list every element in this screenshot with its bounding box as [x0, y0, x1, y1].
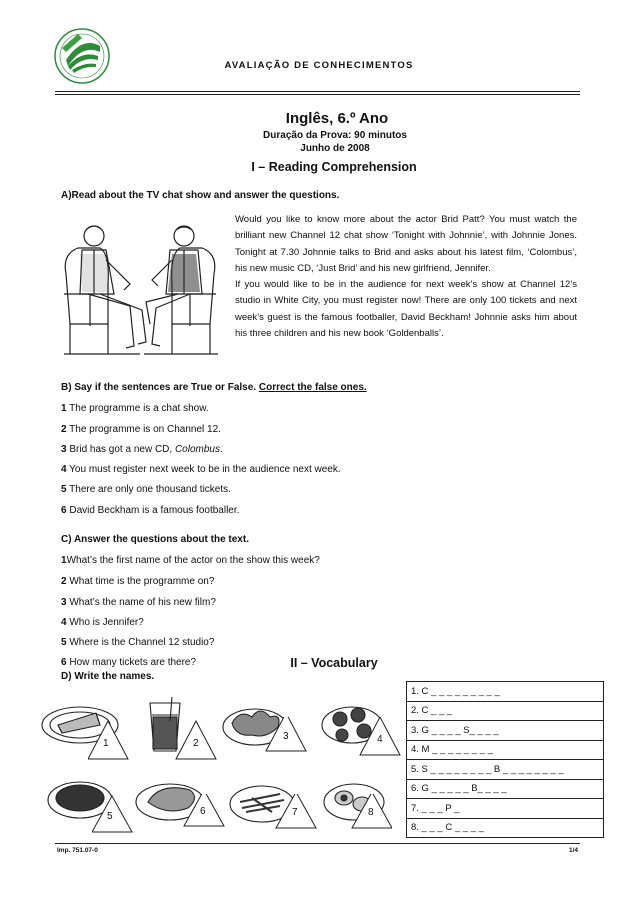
statement-2	[61, 424, 221, 435]
question-number: 1	[61, 555, 67, 566]
header-rule	[55, 91, 580, 92]
question-number: 3	[61, 597, 67, 608]
statement-6	[61, 505, 239, 516]
statement-number: 3	[61, 444, 67, 455]
answer-cell-4[interactable]: 4. M _ _ _ _ _ _ _ _	[407, 740, 604, 760]
instruction-a: A)Read about the TV chat show and answer the questions.	[61, 190, 340, 201]
answer-cell-8[interactable]: 8. _ _ _ C _ _ _ _	[407, 818, 604, 838]
instruction-b	[61, 382, 367, 393]
reading-paragraph-1: Would you like to know more about the actor Brid Patt? You must watch the brilliant new Channel 12 chat show ‘Tonight with Johnnie’, with Johnnie Jones. Tonight at 7.30 Johnnie talks to Brid and asks about his latest film, ‘Colombus’, his new music CD, ‘Just Brid’ and his new girlfriend, Jennifer.	[235, 214, 577, 274]
instruction-b-underlined: Correct the false ones.	[258, 382, 367, 393]
statement-number: 1	[61, 403, 67, 414]
header-rule-thin	[55, 94, 580, 95]
question-1	[61, 555, 320, 566]
section-reading-title: I – Reading Comprehension	[251, 160, 417, 174]
answer-cell-3[interactable]: 3. G _ _ _ _ S_ _ _ _	[407, 721, 604, 741]
statement-4	[61, 464, 341, 475]
question-text: What’s the first name of the actor on the show this week?	[66, 555, 320, 566]
school-logo	[52, 26, 112, 86]
question-number: 6	[61, 657, 67, 668]
picture-number-3: 3	[283, 731, 289, 742]
statement-text: The programme is a chat show.	[66, 403, 209, 414]
page-number: 1/4	[568, 847, 578, 854]
statement-3	[61, 444, 223, 455]
instruction-d: D) Write the names.	[61, 671, 155, 682]
question-3	[61, 597, 216, 608]
statement-italic: Colombus	[174, 444, 220, 455]
exam-duration: Duração da Prova: 90 minutos	[263, 130, 407, 141]
picture-number-7: 7	[292, 807, 298, 818]
statement-text: The programme is on Channel 12.	[66, 424, 221, 435]
statement-text: David Beckham is a famous footballer.	[66, 505, 240, 516]
statement-number: 5	[61, 484, 67, 495]
question-text: Who is Jennifer?	[66, 617, 144, 628]
answer-cell-5[interactable]: 5. S _ _ _ _ _ _ _ _ B _ _ _ _ _ _ _ _	[407, 760, 604, 780]
picture-number-8: 8	[368, 807, 374, 818]
section-vocabulary-title: II – Vocabulary	[290, 656, 378, 670]
exam-subject: Inglês, 6.º Ano	[285, 110, 389, 127]
question-number: 5	[61, 637, 67, 648]
answer-cell-2[interactable]: 2. C _ _ _	[407, 701, 604, 721]
question-number: 2	[61, 576, 67, 587]
question-text: What’s the name of his new film?	[66, 597, 216, 608]
question-2	[61, 576, 214, 587]
picture-number-2: 2	[193, 738, 199, 749]
question-text: How many tickets are there?	[66, 657, 197, 668]
reading-text	[235, 212, 577, 342]
statement-text: There are only one thousand tickets.	[66, 484, 231, 495]
number-triangles-row-2	[92, 794, 392, 839]
statement-text: Brid has got a new CD,	[66, 444, 175, 455]
picture-number-1: 1	[103, 738, 109, 749]
reading-paragraph-2: If you would like to be in the audience for next week’s show at Channel 12’s studio in White City, you must register now! There are only 100 tickets and next week’s guest is the famous footballer, David Beckham! Johnnie asks him about his three children and his new book ‘Goldenballs’.	[235, 279, 577, 340]
chat-show-illustration	[60, 214, 220, 364]
footer-code: Imp. 751.07-0	[57, 847, 98, 854]
answer-cell-1[interactable]: 1. C _ _ _ _ _ _ _ _ _	[407, 682, 604, 702]
instruction-c: C) Answer the questions about the text.	[61, 534, 249, 545]
footer-rule	[55, 843, 580, 844]
statement-number: 6	[61, 505, 67, 516]
number-triangles-row-1	[88, 717, 408, 762]
statement-number: 2	[61, 424, 67, 435]
statement-text: You must register next week to be in the audience next week.	[66, 464, 341, 475]
statement-end: .	[219, 444, 223, 455]
question-text: What time is the programme on?	[66, 576, 215, 587]
vocabulary-answer-table	[406, 681, 604, 838]
header-title: AVALIAÇÃO DE CONHECIMENTOS	[224, 60, 414, 71]
picture-number-4: 4	[377, 734, 383, 745]
answer-cell-7[interactable]: 7. _ _ _ P _	[407, 799, 604, 819]
statement-1	[61, 403, 209, 414]
picture-number-5: 5	[107, 811, 113, 822]
question-5	[61, 637, 214, 648]
question-text: Where is the Channel 12 studio?	[66, 637, 215, 648]
instruction-b-text: B) Say if the sentences are True or False.	[61, 382, 257, 393]
question-number: 4	[61, 617, 67, 628]
exam-date: Junho de 2008	[300, 143, 370, 154]
answer-cell-6[interactable]: 6. G _ _ _ _ _ B_ _ _ _	[407, 779, 604, 799]
statement-5	[61, 484, 231, 495]
question-4	[61, 617, 144, 628]
picture-number-6: 6	[200, 806, 206, 817]
statement-number: 4	[61, 464, 67, 475]
